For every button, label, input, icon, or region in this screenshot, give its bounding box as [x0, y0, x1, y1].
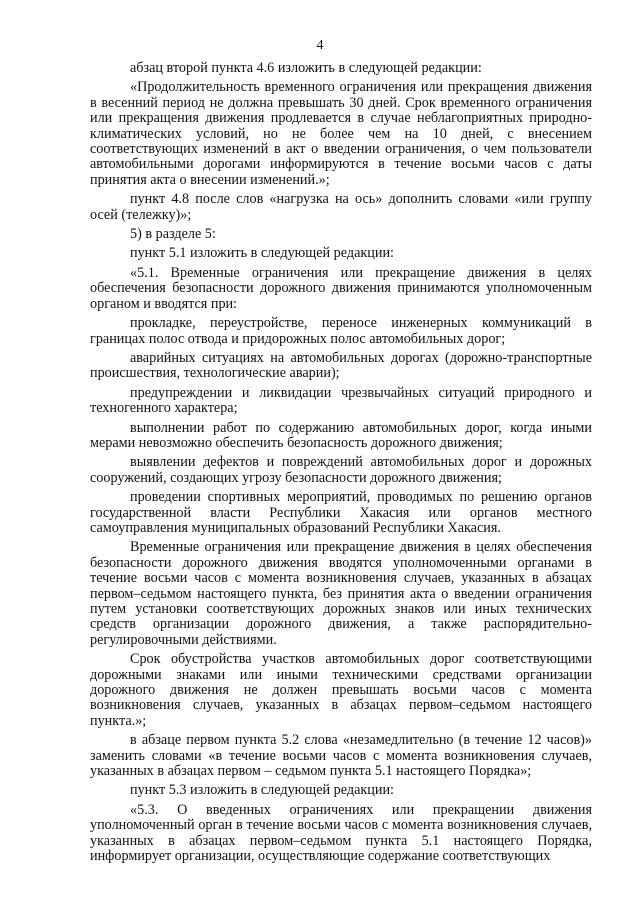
paragraph: «Продолжительность временного ограничения или прекращения движения в весенний период не должна превышать 30 дней. Срок временного ограничения или прекращения движения продлевается в случае неблагоприятных природно-климатических условий, но не более чем на 10 дней, с внесением соответствующих изменений в акт о введении ограничения, о чем пользователи автомобильными дорогами информируются в течение восьми часов с даты принятия акта о внесении изменений.»;: [90, 79, 592, 188]
document-body: [90, 61, 592, 865]
paragraph: пункт 4.8 после слов «нагрузка на ось» дополнить словами «или группу осей (тележку)»;: [90, 191, 592, 223]
paragraph: выполнении работ по содержанию автомобильных дорог, когда иными мерами невозможно обеспечить безопасность дорожного движения;: [90, 419, 592, 451]
paragraph: аварийных ситуациях на автомобильных дорогах (дорожно-транспортные происшествия, технологические аварии);: [90, 349, 592, 382]
paragraph: пункт 5.3 изложить в следующей редакции:: [130, 782, 394, 799]
paragraph: Срок обустройства участков автомобильных дорог соответствующими дорожными знаками или иными техническими средствами организации дорожного движения не должен превышать восьми часов с момента возникновения случаев, указанных в абзацах первом–седьмом настоящего пункта.»;: [90, 651, 592, 729]
paragraph: выявлении дефектов и повреждений автомобильных дорог и дорожных сооружений, создающих угрозу безопасности дорожного движения;: [90, 454, 592, 486]
paragraph: прокладке, переустройстве, переносе инженерных коммуникаций в границах полос отвода и придорожных полос автомобильных дорог;: [90, 315, 592, 347]
paragraph: Временные ограничения или прекращение движения в целях обеспечения безопасности дорожного движения вводятся уполномоченными органами в течение восьми часов с момента возникновения случаев, указанных в абзацах первом–седьмом настоящего пункта, без принятия акта о введении ограничения путем установки соответствующих дорожных знаков или иных технических средств организации дорожного движения, а также распорядительно-регулировочными действиями.: [90, 539, 592, 648]
page-number: 4: [316, 38, 324, 53]
paragraph: «5.3. О введенных ограничениях или прекращении движения уполномоченный орган в течение восьми часов с момента возникновения случаев, указанных в абзацах первом–седьмом пункта 5.1 настоящего Порядка, информирует организации, осуществляющие содержание соответствующих: [90, 801, 592, 865]
paragraph: предупреждении и ликвидации чрезвычайных ситуаций природного и техногенного характера;: [90, 384, 592, 417]
paragraph: проведении спортивных мероприятий, проводимых по решению органов государственной власти Республики Хакасия или органов местного самоуправления муниципальных образований Республики Хакасия.: [90, 489, 592, 536]
paragraph: абзац второй пункта 4.6 изложить в следующей редакции:: [130, 60, 482, 76]
paragraph: 5) в разделе 5:: [130, 226, 216, 243]
paragraph: в абзаце первом пункта 5.2 слова «незамедлительно (в течение 12 часов)» заменить словами «в течение восьми часов с момента возникновения случаев, указанных в абзацах первом – седьмом пункта 5.1 настоящего Порядка»;: [90, 732, 592, 780]
paragraph: пункт 5.1 изложить в следующей редакции:: [130, 245, 394, 262]
paragraph: «5.1. Временные ограничения или прекращение движения в целях обеспечения безопасности дорожного движения принимаются уполномоченным органом и вводятся при:: [90, 264, 592, 312]
